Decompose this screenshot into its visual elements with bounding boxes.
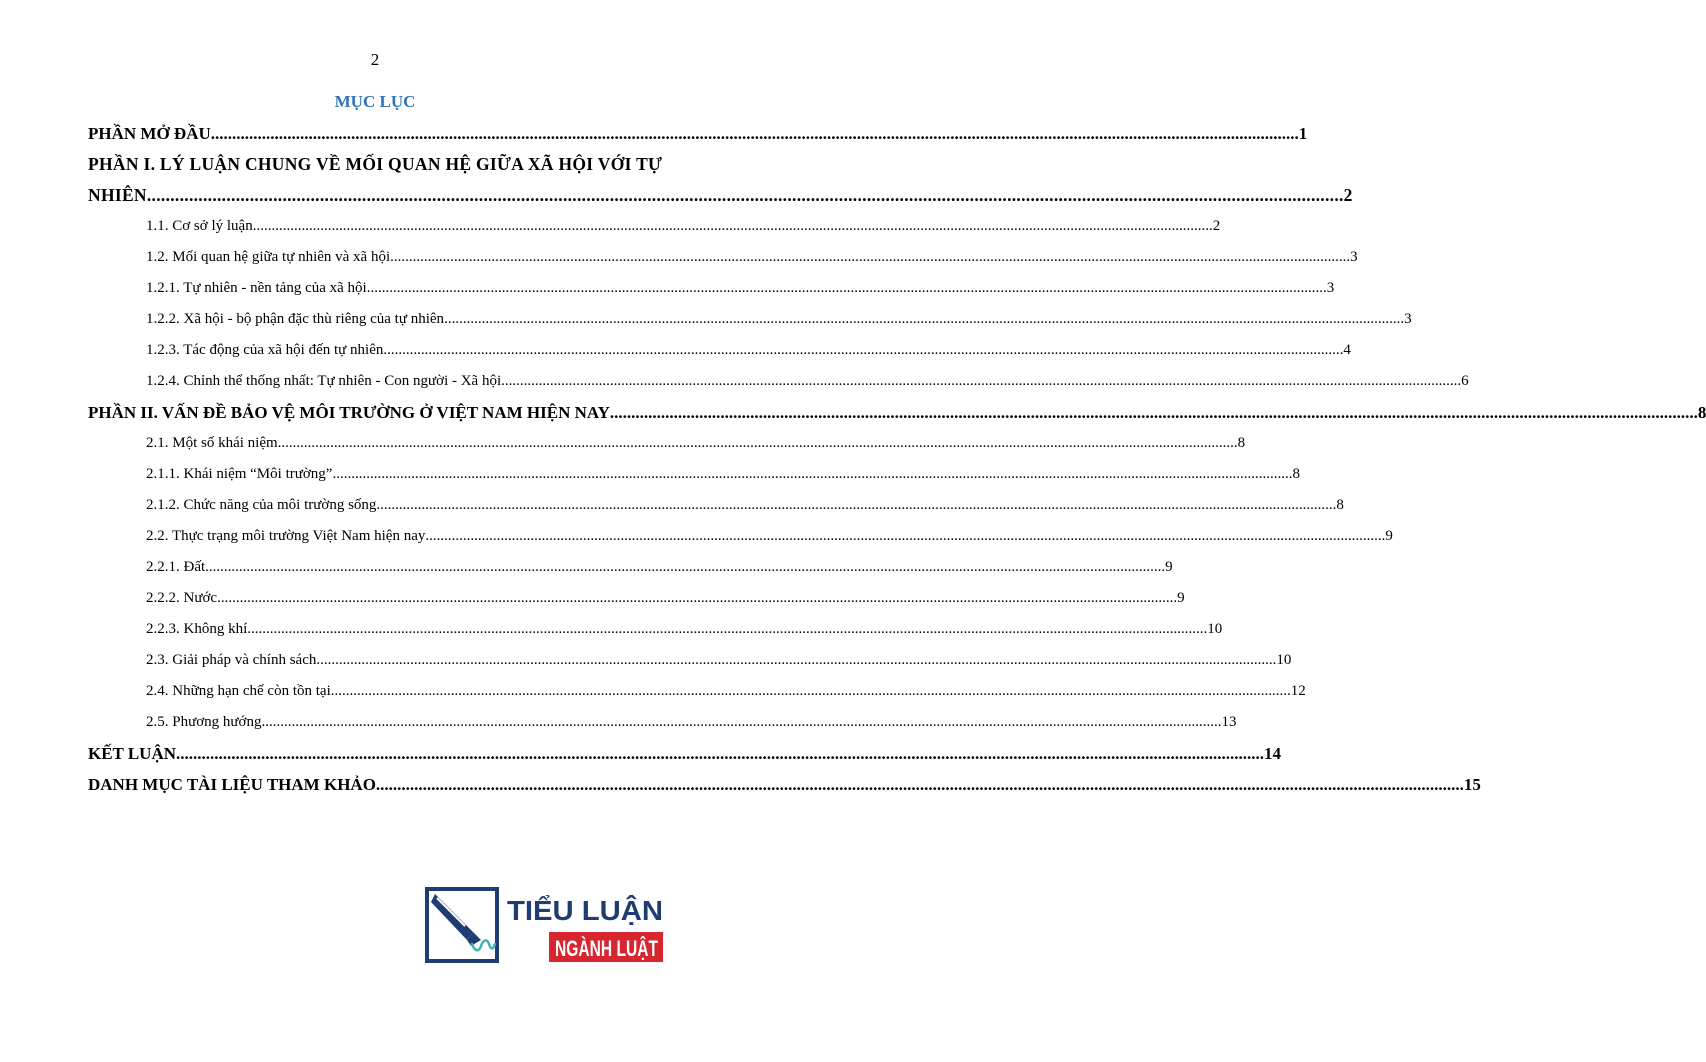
toc-entry-page: 8 (1237, 435, 1246, 451)
toc-entry[interactable] (88, 676, 1306, 707)
toc-entry[interactable] (88, 738, 1282, 769)
toc-entry-page: 13 (1221, 714, 1237, 730)
dot-leader (367, 273, 1327, 304)
toc-entry[interactable] (88, 366, 1469, 397)
toc-entry-label: PHẦN MỞ ĐẦU (88, 124, 211, 143)
toc-entry-label: 2.4. Những hạn chế còn tồn tại (146, 683, 331, 699)
dot-leader (332, 459, 1292, 490)
toc-entry-page: 3 (1326, 280, 1335, 296)
toc-entry[interactable] (88, 242, 1358, 273)
dot-leader (425, 521, 1385, 552)
toc-entry-label: 2.2.2. Nước (146, 590, 218, 606)
toc-entry-page: 3 (1404, 311, 1412, 327)
toc-entry-label: 1.2. Mối quan hệ giữa tự nhiên và xã hội (146, 249, 391, 265)
toc-entry-page: 10 (1207, 621, 1223, 637)
dot-leader (247, 614, 1207, 645)
toc-entry-label: 2.3. Giải pháp và chính sách (146, 652, 317, 668)
toc-entry-label: NHIÊN (88, 185, 147, 205)
dot-leader (253, 211, 1213, 242)
pen-nib-icon (431, 894, 473, 940)
toc-title: MỤC LỤC (334, 92, 416, 111)
table-of-contents (88, 118, 1706, 800)
toc-entry[interactable] (88, 521, 1393, 552)
toc-entry[interactable] (88, 614, 1223, 645)
toc-entry-page: 10 (1276, 652, 1292, 668)
toc-entry[interactable] (88, 118, 1308, 149)
toc-entry-page: 14 (1264, 744, 1282, 763)
dot-leader (217, 583, 1177, 614)
toc-entry-label: 1.2.3. Tác động của xã hội đến tự nhiên (146, 342, 384, 358)
toc-entry[interactable] (88, 707, 1237, 738)
toc-entry-label: PHẦN II. VẤN ĐỀ BẢO VỆ MÔI TRƯỜNG Ở VIỆT NAM HIỆN NAY (88, 403, 610, 422)
toc-entry-page: 9 (1165, 559, 1173, 575)
toc-entry-page: 9 (1385, 528, 1393, 544)
toc-entry-label: 2.1. Một số khái niệm (146, 435, 278, 451)
toc-entry-label: 2.5. Phương hướng (146, 714, 262, 730)
toc-entry-label: 2.1.2. Chức năng của môi trường sống (146, 497, 377, 513)
toc-entry-label: 1.2.4. Chỉnh thể thống nhất: Tự nhiên - Con người - Xã hội (146, 373, 502, 389)
toc-entry[interactable] (88, 304, 1412, 335)
toc-entry[interactable] (88, 552, 1173, 583)
dot-leader (501, 366, 1461, 397)
toc-entry-page: 1 (1298, 124, 1308, 143)
toc-entry-page: 3 (1350, 249, 1358, 265)
page-number: 2 (370, 50, 380, 69)
dot-leader (316, 645, 1276, 676)
toc-entry-page: 8 (1336, 497, 1344, 513)
logo-line2: NGÀNH LUẬT (555, 936, 659, 961)
toc-entry-label-line1: PHẦN I. LÝ LUẬN CHUNG VỀ MỐI QUAN HỆ GIỮA XÃ HỘI VỚI TỰ (88, 154, 663, 174)
toc-entry[interactable] (88, 335, 1351, 366)
toc-entry-label: 2.2.3. Không khí (146, 621, 248, 637)
toc-entry-label: DANH MỤC TÀI LIỆU THAM KHẢO (88, 775, 376, 794)
toc-entry[interactable] (88, 397, 1706, 428)
logo-line1: TIỂU LUẬN (507, 895, 663, 926)
toc-entry-label: KẾT LUẬN (88, 744, 177, 763)
toc-entry-page: 6 (1461, 373, 1469, 389)
toc-entry-page: 15 (1463, 775, 1481, 794)
toc-entry[interactable] (88, 211, 1221, 242)
toc-entry-page: 2 (1343, 185, 1353, 205)
dot-leader (383, 335, 1343, 366)
toc-entry-page: 8 (1697, 403, 1706, 422)
toc-entry-label: 2.2.1. Đất (146, 559, 206, 575)
dot-leader (147, 180, 1344, 211)
toc-entry[interactable] (88, 459, 1300, 490)
toc-entry-page: 12 (1290, 683, 1306, 699)
toc-entry[interactable] (88, 583, 1185, 614)
dot-leader (376, 769, 1464, 800)
dot-leader (211, 118, 1299, 149)
dot-leader (278, 428, 1238, 459)
dot-leader (376, 490, 1336, 521)
dot-leader (444, 304, 1404, 335)
toc-entry-page: 2 (1212, 218, 1221, 234)
dot-leader (390, 242, 1350, 273)
toc-entry-label: 1.1. Cơ sở lý luận (146, 218, 253, 234)
dot-leader (261, 707, 1221, 738)
dot-leader (176, 738, 1264, 769)
toc-entry[interactable] (88, 769, 1481, 800)
toc-entry[interactable] (88, 490, 1344, 521)
toc-entry-label: 1.2.1. Tự nhiên - nền tảng của xã hội (146, 280, 367, 296)
toc-entry-label: 1.2.2. Xã hội - bộ phận đặc thù riêng của tự nhiên (146, 311, 445, 327)
toc-entry[interactable] (88, 149, 1353, 211)
dot-leader (610, 397, 1698, 428)
toc-entry-label: 2.2. Thực trạng môi trường Việt Nam hiện nay (146, 528, 426, 544)
dot-leader (331, 676, 1291, 707)
toc-entry-page: 8 (1292, 466, 1300, 482)
toc-entry-page: 9 (1177, 590, 1185, 606)
toc-entry[interactable] (88, 645, 1292, 676)
dot-leader (205, 552, 1165, 583)
toc-entry-label: 2.1.1. Khái niệm “Môi trường” (146, 466, 333, 482)
toc-entry[interactable] (88, 273, 1335, 304)
toc-entry[interactable] (88, 428, 1246, 459)
toc-entry-page: 4 (1343, 342, 1351, 358)
tieu-luan-nganh-luat-logo (425, 886, 665, 966)
